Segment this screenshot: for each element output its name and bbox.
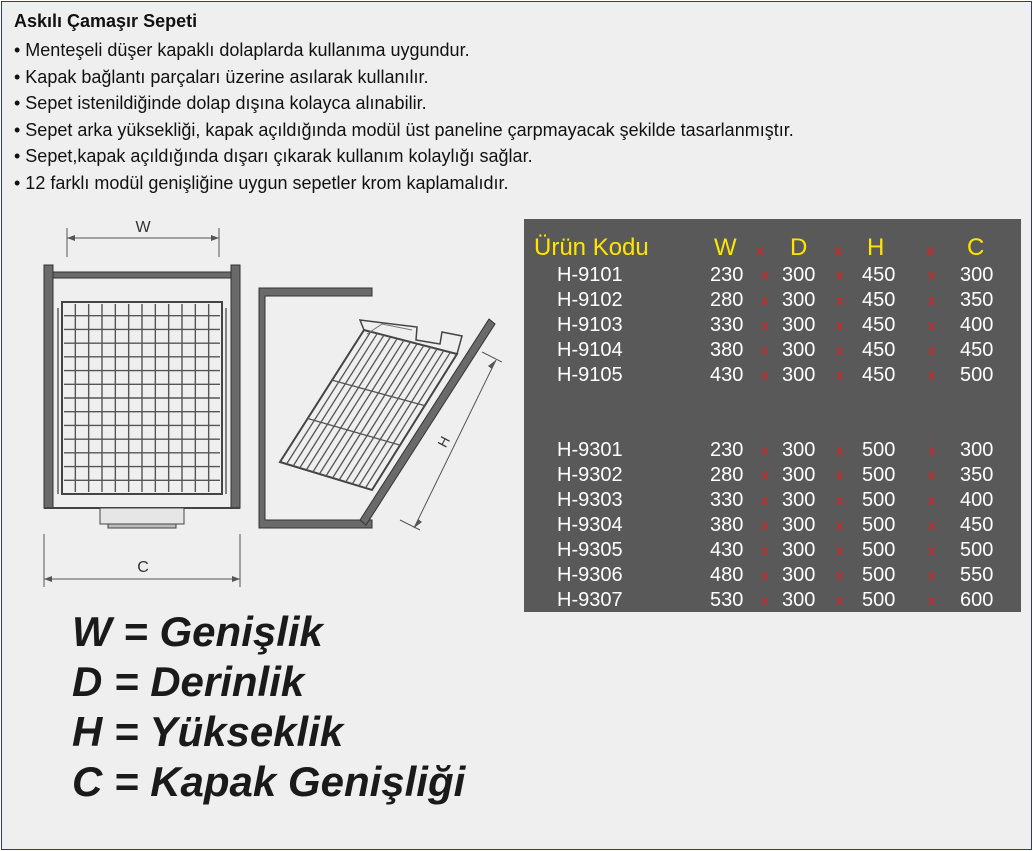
dimension-separator: x: [928, 467, 936, 484]
dimension-separator: x: [836, 542, 844, 559]
front-view: [44, 228, 240, 587]
cell-code: H-9303: [557, 489, 623, 511]
cell-h: 500: [862, 514, 896, 536]
cell-d: 300: [782, 439, 816, 461]
header-height: H: [867, 234, 885, 261]
cell-h: 500: [862, 489, 896, 511]
table-row: [524, 538, 1021, 563]
cell-w: 380: [710, 339, 744, 361]
feature-item: • Kapak bağlantı parçaları üzerine asılarak kullanılır.: [14, 66, 429, 87]
dimension-separator: x: [928, 267, 936, 284]
feature-item: • Sepet,kapak açıldığında dışarı çıkarak kullanım kolaylığı sağlar.: [14, 146, 533, 166]
table-row: [524, 513, 1021, 538]
cell-h: 450: [862, 264, 896, 286]
dimension-separator: x: [836, 442, 844, 459]
cell-c: 400: [960, 314, 994, 336]
table-row: [524, 338, 1021, 363]
cell-d: 300: [782, 339, 816, 361]
dimension-separator: x: [928, 342, 936, 359]
header-separator: x: [756, 241, 765, 260]
dimension-separator: x: [761, 467, 769, 484]
cell-w: 230: [710, 264, 744, 286]
cell-code: H-9307: [557, 589, 623, 611]
dimension-separator: x: [928, 542, 936, 559]
dimension-separator: x: [928, 567, 936, 584]
cell-code: H-9102: [557, 289, 623, 311]
cell-code: H-9101: [557, 264, 623, 286]
legend-depth: D = Derinlik: [72, 658, 305, 705]
cell-d: 300: [782, 539, 816, 561]
dimension-separator: x: [836, 567, 844, 584]
cell-c: 500: [960, 539, 994, 561]
feature-item: • Sepet arka yüksekliği, kapak açıldığında modül üst paneline çarpmayacak şekilde tasarlanmıştır.: [14, 119, 794, 140]
dimension-separator: x: [928, 492, 936, 509]
dimension-separator: x: [761, 442, 769, 459]
cell-w: 330: [710, 489, 744, 511]
table-row: [524, 563, 1021, 588]
legend-width: W = Genişlik: [72, 608, 323, 655]
cell-w: 280: [710, 289, 744, 311]
cell-c: 350: [960, 464, 994, 486]
cell-code: H-9304: [557, 514, 623, 536]
cell-h: 500: [862, 564, 896, 586]
cell-code: H-9301: [557, 439, 623, 461]
dimension-separator: x: [761, 267, 769, 284]
cell-d: 300: [782, 514, 816, 536]
cell-code: H-9105: [557, 364, 623, 386]
cell-c: 500: [960, 364, 994, 386]
cell-d: 300: [782, 289, 816, 311]
dimension-separator: x: [928, 317, 936, 334]
header-door-width: C: [967, 234, 985, 261]
cell-c: 550: [960, 564, 994, 586]
cell-c: 450: [960, 339, 994, 361]
table-row: [524, 263, 1021, 288]
basket-technical-drawing: [22, 212, 502, 607]
height-dimension-label: H: [434, 433, 454, 450]
header-width: W: [714, 234, 737, 261]
cell-d: 300: [782, 264, 816, 286]
header-code: Ürün Kodu: [534, 234, 649, 261]
cell-d: 300: [782, 489, 816, 511]
width-dimension-label: W: [135, 219, 151, 236]
door-width-dimension-label: C: [137, 559, 149, 576]
dimension-separator: x: [836, 367, 844, 384]
feature-list: [14, 37, 794, 196]
dimension-separator: x: [836, 517, 844, 534]
dimension-separator: x: [928, 592, 936, 609]
cell-w: 330: [710, 314, 744, 336]
cell-h: 500: [862, 464, 896, 486]
dimension-separator: x: [761, 292, 769, 309]
header-separator: x: [926, 241, 935, 260]
cell-d: 300: [782, 364, 816, 386]
cell-code: H-9103: [557, 314, 623, 336]
cell-d: 300: [782, 314, 816, 336]
table-row: [524, 438, 1021, 463]
dimension-separator: x: [928, 442, 936, 459]
dimension-separator: x: [761, 567, 769, 584]
table-row: [524, 363, 1021, 388]
table-row: [524, 488, 1021, 513]
specification-table: [524, 219, 1021, 612]
cell-c: 300: [960, 439, 994, 461]
cell-w: 380: [710, 514, 744, 536]
cell-c: 350: [960, 289, 994, 311]
dimension-separator: x: [836, 267, 844, 284]
cell-h: 500: [862, 439, 896, 461]
table-row: [524, 588, 1021, 613]
cell-code: H-9104: [557, 339, 623, 361]
cell-h: 450: [862, 364, 896, 386]
cell-d: 300: [782, 589, 816, 611]
dimension-separator: x: [761, 592, 769, 609]
cell-h: 500: [862, 589, 896, 611]
dimension-separator: x: [928, 367, 936, 384]
dimension-separator: x: [928, 517, 936, 534]
cell-c: 300: [960, 264, 994, 286]
legend-door-width: C = Kapak Genişliği: [72, 758, 466, 805]
table-row: [524, 313, 1021, 338]
dimension-separator: x: [836, 317, 844, 334]
header-depth: D: [790, 234, 808, 261]
dimension-separator: x: [761, 492, 769, 509]
dimension-separator: x: [836, 467, 844, 484]
dimension-separator: x: [836, 342, 844, 359]
cell-h: 450: [862, 339, 896, 361]
feature-item: • 12 farklı modül genişliğine uygun sepetler krom kaplamalıdır.: [14, 172, 509, 193]
cell-w: 230: [710, 439, 744, 461]
feature-item: • Sepet istenildiğinde dolap dışına kolayca alınabilir.: [14, 93, 427, 113]
dimension-separator: x: [928, 292, 936, 309]
product-title: Askılı Çamaşır Sepeti: [14, 11, 198, 31]
dimension-separator: x: [836, 292, 844, 309]
header-separator: x: [834, 241, 843, 260]
cell-d: 300: [782, 564, 816, 586]
cell-c: 400: [960, 489, 994, 511]
side-view: [259, 288, 502, 530]
dimension-separator: x: [761, 517, 769, 534]
cell-w: 280: [710, 464, 744, 486]
dimension-separator: x: [836, 592, 844, 609]
dimension-separator: x: [761, 367, 769, 384]
table-row: [524, 463, 1021, 488]
cell-h: 500: [862, 539, 896, 561]
product-sheet: [1, 1, 1032, 850]
dimension-separator: x: [761, 542, 769, 559]
cell-h: 450: [862, 289, 896, 311]
cell-w: 480: [710, 564, 744, 586]
dimension-separator: x: [761, 342, 769, 359]
cell-w: 530: [710, 589, 744, 611]
cell-code: H-9302: [557, 464, 623, 486]
feature-item: • Menteşeli düşer kapaklı dolaplarda kullanıma uygundur.: [14, 40, 470, 60]
dimension-separator: x: [836, 492, 844, 509]
cell-c: 450: [960, 514, 994, 536]
cell-c: 600: [960, 589, 994, 611]
legend-height: H = Yükseklik: [72, 708, 344, 755]
cell-w: 430: [710, 539, 744, 561]
cell-w: 430: [710, 364, 744, 386]
cell-d: 300: [782, 464, 816, 486]
table-row: [524, 288, 1021, 313]
dimension-separator: x: [761, 317, 769, 334]
cell-code: H-9305: [557, 539, 623, 561]
dimension-legend: [72, 607, 465, 807]
cell-h: 450: [862, 314, 896, 336]
cell-code: H-9306: [557, 564, 623, 586]
